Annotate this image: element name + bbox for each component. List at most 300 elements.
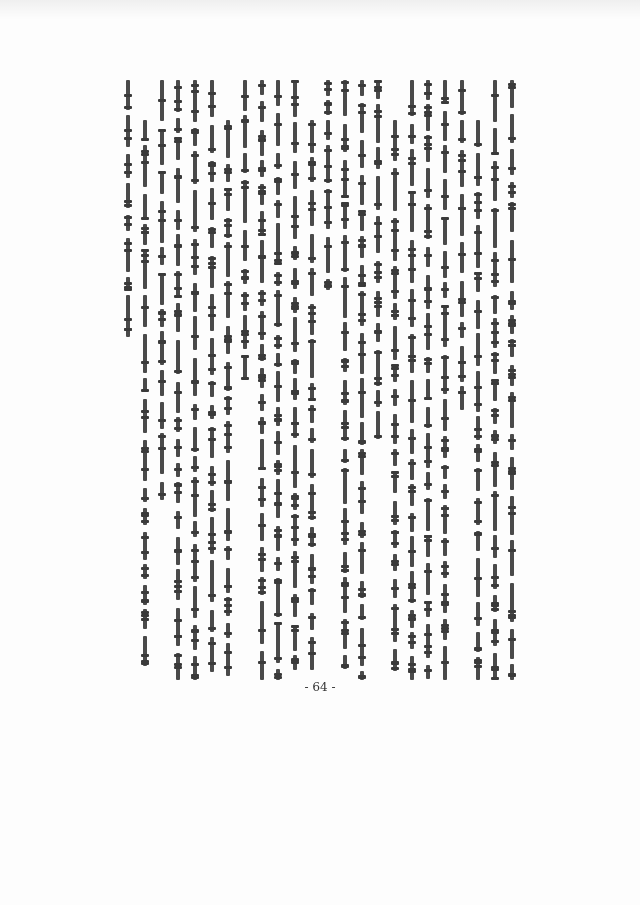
script-glyph: [341, 331, 349, 334]
script-glyph: [174, 108, 182, 111]
script-glyph: [158, 255, 166, 258]
script-glyph: [274, 414, 282, 417]
script-word: [193, 283, 197, 312]
script-glyph: [474, 665, 482, 668]
script-glyph: [358, 588, 366, 591]
script-glyph: [291, 471, 299, 474]
script-glyph: [408, 599, 416, 602]
script-word: [393, 326, 397, 360]
script-word: [460, 386, 464, 410]
script-glyph: [408, 112, 416, 115]
script-word: [276, 80, 280, 106]
script-glyph: [291, 362, 299, 365]
script-glyph: [424, 136, 432, 139]
text-column: [223, 80, 233, 680]
script-word: [326, 237, 330, 273]
script-glyph: [141, 567, 149, 570]
page-number: - 64 -: [304, 680, 336, 694]
script-glyph: [424, 446, 432, 449]
script-glyph: [258, 579, 266, 582]
script-glyph: [458, 301, 466, 304]
script-glyph: [191, 480, 199, 483]
script-word: [460, 80, 464, 115]
script-glyph: [241, 377, 249, 380]
script-glyph: [491, 331, 499, 334]
script-glyph: [458, 170, 466, 173]
script-glyph: [258, 629, 266, 632]
script-glyph: [308, 340, 316, 343]
script-word: [426, 472, 430, 490]
script-glyph: [441, 101, 449, 104]
script-glyph: [491, 322, 499, 325]
script-word: [476, 602, 480, 626]
script-glyph: [208, 314, 216, 317]
script-glyph: [224, 604, 232, 607]
script-glyph: [141, 618, 149, 621]
script-glyph: [374, 351, 382, 354]
script-glyph: [508, 191, 516, 194]
script-glyph: [441, 266, 449, 269]
script-glyph: [124, 204, 132, 207]
script-glyph: [308, 641, 316, 644]
script-glyph: [291, 658, 299, 661]
script-glyph: [291, 600, 299, 603]
script-glyph: [391, 135, 399, 138]
script-glyph: [274, 441, 282, 444]
script-glyph: [391, 471, 399, 474]
script-glyph: [158, 99, 166, 102]
script-glyph: [141, 227, 149, 230]
script-glyph: [441, 449, 449, 452]
script-word: [310, 484, 314, 520]
script-glyph: [141, 614, 149, 617]
script-word: [193, 316, 197, 350]
script-glyph: [474, 520, 482, 523]
script-glyph: [441, 603, 449, 606]
script-glyph: [374, 89, 382, 92]
script-glyph: [258, 186, 266, 189]
script-glyph: [391, 452, 399, 455]
script-glyph: [258, 255, 266, 258]
script-word: [410, 429, 414, 454]
script-word: [276, 113, 280, 146]
script-glyph: [391, 220, 399, 223]
script-glyph: [274, 252, 282, 255]
script-glyph: [224, 387, 232, 390]
script-word: [126, 154, 130, 178]
script-glyph: [474, 209, 482, 212]
script-glyph: [224, 245, 232, 248]
script-glyph: [274, 281, 282, 284]
script-glyph: [324, 281, 332, 284]
script-glyph: [458, 207, 466, 210]
script-glyph: [308, 123, 316, 126]
script-glyph: [508, 399, 516, 402]
script-glyph: [441, 312, 449, 315]
script-glyph: [491, 602, 499, 605]
script-glyph: [424, 235, 432, 238]
script-glyph: [291, 142, 299, 145]
script-glyph: [224, 188, 232, 191]
script-glyph: [208, 202, 216, 205]
script-glyph: [174, 128, 182, 131]
script-glyph: [341, 665, 349, 668]
script-glyph: [208, 382, 216, 385]
script-glyph: [391, 542, 399, 545]
script-glyph: [508, 302, 516, 305]
script-glyph: [474, 577, 482, 580]
script-glyph: [491, 353, 499, 356]
script-glyph: [458, 391, 466, 394]
script-glyph: [391, 563, 399, 566]
script-glyph: [408, 668, 416, 671]
script-glyph: [341, 422, 349, 425]
script-glyph: [224, 193, 232, 196]
script-glyph: [424, 92, 432, 95]
script-glyph: [391, 531, 399, 534]
script-glyph: [291, 515, 299, 518]
script-glyph: [391, 607, 399, 610]
script-glyph: [274, 492, 282, 495]
text-column: [273, 80, 283, 680]
script-glyph: [158, 210, 166, 213]
script-glyph: [391, 519, 399, 522]
script-glyph: [158, 219, 166, 222]
script-glyph: [458, 111, 466, 114]
script-word: [476, 153, 480, 186]
script-glyph: [508, 137, 516, 140]
script-glyph: [174, 427, 182, 430]
script-glyph: [458, 159, 466, 162]
text-column: [257, 80, 267, 680]
script-glyph: [124, 216, 132, 219]
script-glyph: [224, 292, 232, 295]
script-glyph: [308, 161, 316, 164]
script-glyph: [474, 272, 482, 275]
script-glyph: [191, 243, 199, 246]
script-glyph: [474, 143, 482, 146]
script-glyph: [374, 80, 382, 83]
script-glyph: [224, 340, 232, 343]
script-glyph: [308, 257, 316, 260]
script-glyph: [508, 324, 516, 327]
script-glyph: [291, 307, 299, 310]
script-glyph: [474, 355, 482, 358]
script-glyph: [424, 645, 432, 648]
script-glyph: [408, 135, 416, 138]
script-glyph: [174, 273, 182, 276]
script-glyph: [374, 305, 382, 308]
script-glyph: [141, 591, 149, 594]
text-column: [140, 80, 150, 680]
script-word: [393, 414, 397, 444]
script-word: [226, 281, 230, 318]
script-glyph: [424, 230, 432, 233]
script-glyph: [458, 327, 466, 330]
script-glyph: [424, 539, 432, 542]
script-glyph: [258, 229, 266, 232]
script-glyph: [358, 319, 366, 322]
text-column: [373, 80, 383, 680]
script-glyph: [141, 660, 149, 663]
script-word: [360, 378, 364, 418]
script-glyph: [324, 221, 332, 224]
script-glyph: [308, 306, 316, 309]
script-glyph: [191, 154, 199, 157]
script-glyph: [458, 89, 466, 92]
script-glyph: [141, 497, 149, 500]
script-glyph: [274, 262, 282, 265]
text-column: [507, 80, 517, 680]
script-glyph: [308, 533, 316, 536]
text-column: [407, 80, 417, 680]
script-word: [426, 247, 430, 267]
script-glyph: [308, 387, 316, 390]
script-word: [293, 122, 297, 153]
script-glyph: [241, 294, 249, 297]
script-glyph: [224, 446, 232, 449]
script-glyph: [274, 123, 282, 126]
script-glyph: [491, 547, 499, 550]
script-glyph: [424, 608, 432, 611]
script-glyph: [174, 419, 182, 422]
script-glyph: [291, 80, 299, 83]
script-glyph: [258, 219, 266, 222]
script-glyph: [408, 268, 416, 271]
script-word: [143, 334, 147, 373]
script-glyph: [424, 397, 432, 400]
script-glyph: [224, 283, 232, 286]
script-glyph: [274, 676, 282, 679]
script-glyph: [191, 265, 199, 268]
script-glyph: [408, 191, 416, 194]
script-glyph: [191, 576, 199, 579]
script-glyph: [358, 593, 366, 596]
script-glyph: [474, 469, 482, 472]
script-word: [193, 521, 197, 537]
script-glyph: [508, 512, 516, 515]
script-glyph: [408, 299, 416, 302]
script-glyph: [191, 226, 199, 229]
script-glyph: [258, 315, 266, 318]
script-glyph: [491, 494, 499, 497]
script-glyph: [341, 202, 349, 205]
script-glyph: [408, 359, 416, 362]
script-glyph: [508, 86, 516, 89]
script-glyph: [208, 438, 216, 441]
script-glyph: [408, 336, 416, 339]
script-glyph: [291, 556, 299, 559]
script-word: [493, 452, 497, 487]
script-glyph: [141, 153, 149, 156]
script-word: [476, 300, 480, 329]
script-glyph: [341, 437, 349, 440]
script-word: [443, 145, 447, 173]
script-glyph: [508, 610, 516, 613]
text-column: [440, 80, 450, 680]
script-glyph: [341, 285, 349, 288]
script-glyph: [374, 263, 382, 266]
script-glyph: [324, 82, 332, 85]
script-glyph: [158, 318, 166, 321]
script-glyph: [491, 414, 499, 417]
script-word: [360, 542, 364, 574]
script-glyph: [258, 524, 266, 527]
script-word: [160, 370, 164, 396]
script-word: [226, 508, 230, 541]
script-glyph: [391, 229, 399, 232]
script-glyph: [341, 426, 349, 429]
script-word: [260, 130, 264, 156]
script-word: [410, 80, 414, 116]
script-glyph: [174, 446, 182, 449]
script-glyph: [408, 635, 416, 638]
script-glyph: [291, 215, 299, 218]
script-glyph: [358, 84, 366, 87]
script-glyph: [291, 629, 299, 632]
script-word: [460, 242, 464, 273]
script-word: [160, 273, 164, 305]
script-glyph: [224, 433, 232, 436]
script-glyph: [291, 173, 299, 176]
script-glyph: [491, 640, 499, 643]
script-glyph: [374, 276, 382, 279]
script-glyph: [258, 591, 266, 594]
script-glyph: [474, 201, 482, 204]
script-word: [393, 218, 397, 261]
script-glyph: [408, 105, 416, 108]
script-word: [326, 120, 330, 140]
script-glyph: [274, 385, 282, 388]
script-glyph: [341, 138, 349, 141]
script-glyph: [358, 245, 366, 248]
script-glyph: [358, 644, 366, 647]
script-glyph: [424, 207, 432, 210]
script-glyph: [291, 225, 299, 228]
script-glyph: [141, 468, 149, 471]
script-glyph: [441, 388, 449, 391]
script-word: [260, 101, 264, 122]
script-glyph: [408, 586, 416, 589]
script-glyph: [474, 277, 482, 280]
script-glyph: [374, 271, 382, 274]
script-glyph: [274, 579, 282, 582]
script-glyph: [241, 95, 249, 98]
script-glyph: [124, 106, 132, 109]
script-glyph: [374, 86, 382, 89]
script-glyph: [491, 94, 499, 97]
script-glyph: [274, 344, 282, 347]
script-word: [276, 479, 280, 518]
script-word: [410, 240, 414, 283]
script-glyph: [424, 362, 432, 365]
script-glyph: [208, 354, 216, 357]
script-glyph: [508, 369, 516, 372]
script-word: [143, 488, 147, 502]
script-glyph: [391, 349, 399, 352]
script-glyph: [208, 262, 216, 265]
script-word: [376, 291, 380, 317]
script-glyph: [208, 368, 216, 371]
script-glyph: [391, 475, 399, 478]
script-glyph: [308, 543, 316, 546]
script-word: [193, 404, 197, 420]
script-glyph: [424, 499, 432, 502]
script-glyph: [224, 366, 232, 369]
script-glyph: [358, 441, 366, 444]
script-glyph: [274, 337, 282, 340]
script-glyph: [191, 448, 199, 451]
script-glyph: [258, 486, 266, 489]
text-column: [207, 80, 217, 680]
script-word: [260, 439, 264, 470]
text-column: [423, 80, 433, 680]
script-glyph: [324, 88, 332, 91]
script-glyph: [358, 154, 366, 157]
script-word: [343, 80, 347, 116]
script-word: [410, 149, 414, 186]
script-glyph: [291, 597, 299, 600]
script-glyph: [308, 511, 316, 514]
script-glyph: [158, 360, 166, 363]
script-glyph: [424, 483, 432, 486]
script-glyph: [441, 593, 449, 596]
script-glyph: [174, 654, 182, 657]
script-word: [226, 623, 230, 638]
script-glyph: [341, 621, 349, 624]
script-glyph: [491, 152, 499, 155]
script-glyph: [491, 409, 499, 412]
script-glyph: [274, 274, 282, 277]
script-glyph: [308, 568, 316, 571]
script-glyph: [224, 598, 232, 601]
script-word: [510, 240, 514, 283]
script-glyph: [291, 504, 299, 507]
script-glyph: [208, 257, 216, 260]
text-column: [123, 80, 133, 680]
script-glyph: [408, 617, 416, 620]
script-glyph: [441, 565, 449, 568]
script-glyph: [158, 341, 166, 344]
script-glyph: [408, 203, 416, 206]
script-glyph: [508, 344, 516, 347]
script-glyph: [208, 481, 216, 484]
script-glyph: [508, 614, 516, 617]
script-word: [160, 171, 164, 194]
script-glyph: [441, 288, 449, 291]
script-glyph: [391, 515, 399, 518]
script-glyph: [491, 677, 499, 680]
script-glyph: [324, 132, 332, 135]
script-glyph: [341, 565, 349, 568]
script-glyph: [208, 148, 216, 151]
script-glyph: [224, 480, 232, 483]
script-glyph: [158, 419, 166, 422]
script-glyph: [274, 534, 282, 537]
script-glyph: [141, 551, 149, 554]
script-glyph: [308, 208, 316, 211]
script-word: [360, 175, 364, 205]
script-glyph: [341, 81, 349, 84]
script-glyph: [224, 610, 232, 613]
script-glyph: [124, 163, 132, 166]
script-glyph: [374, 435, 382, 438]
script-glyph: [491, 166, 499, 169]
script-glyph: [141, 306, 149, 309]
script-glyph: [124, 328, 132, 331]
script-glyph: [258, 553, 266, 556]
script-glyph: [191, 466, 199, 469]
